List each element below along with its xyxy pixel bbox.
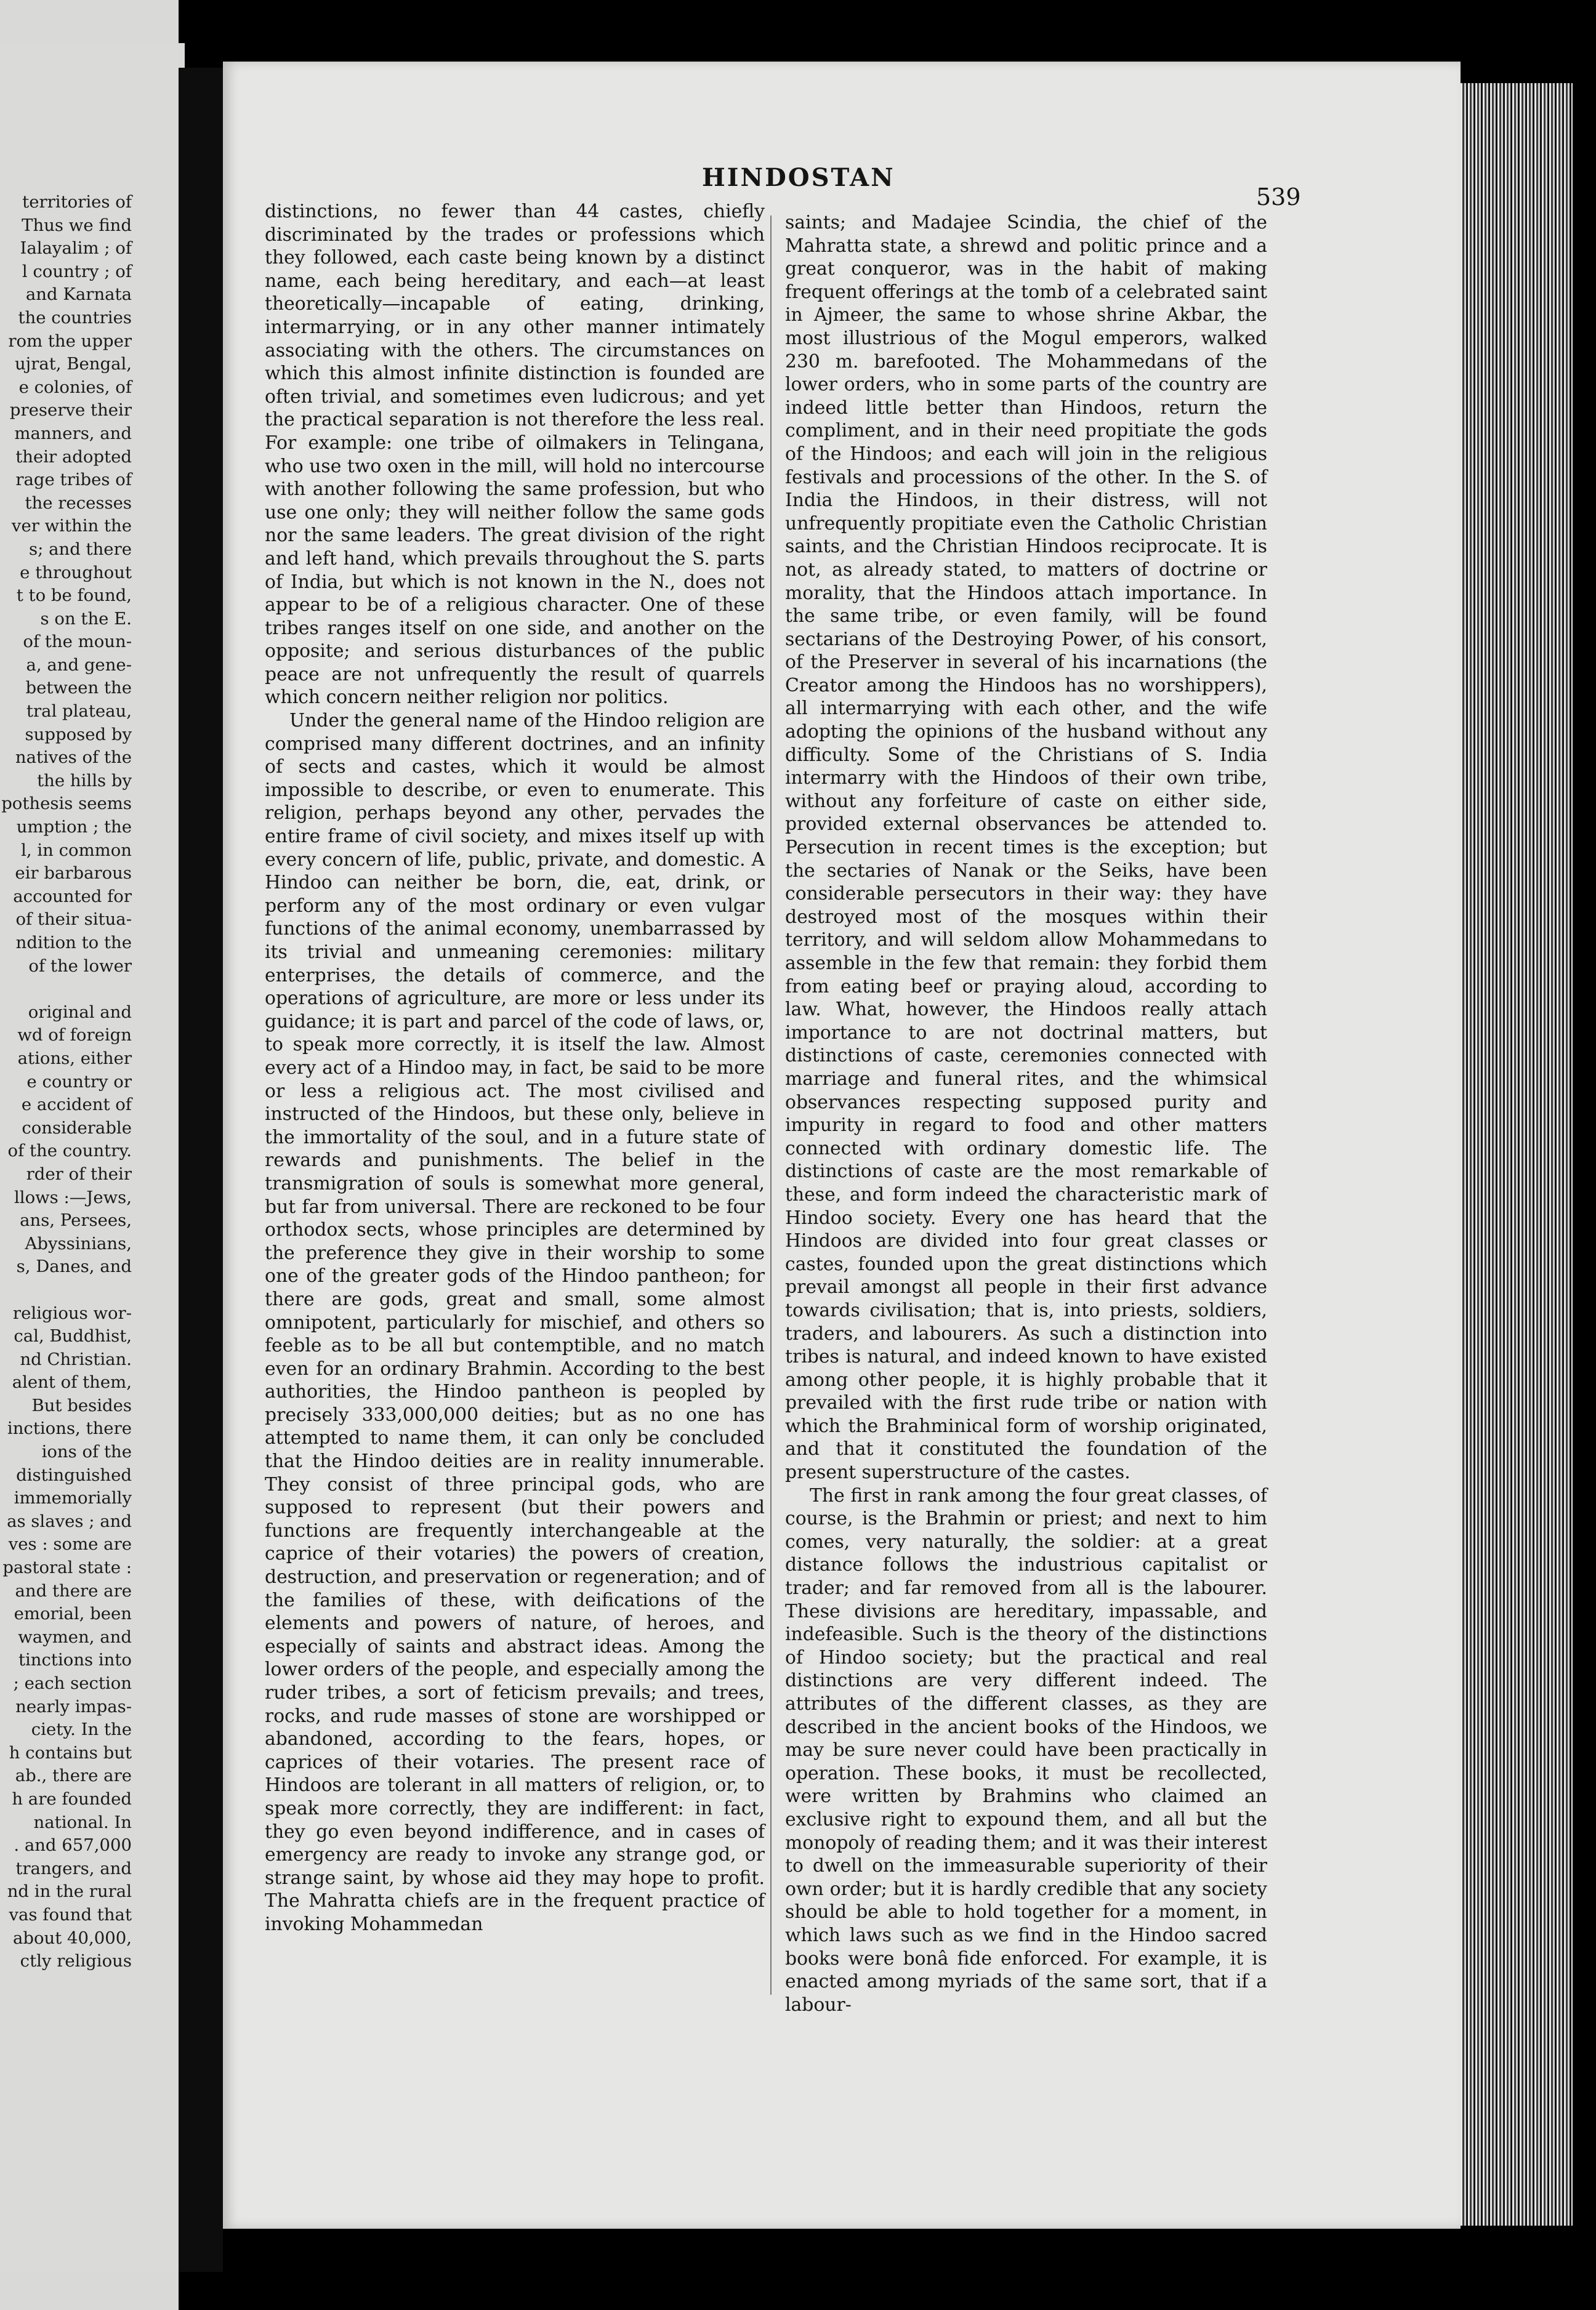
facing-page-line: ndition to the bbox=[15, 933, 132, 952]
column-divider bbox=[770, 215, 772, 1995]
facing-page-line: s on the E. bbox=[40, 608, 132, 629]
page-edges bbox=[1461, 83, 1573, 2226]
facing-page-line: religious wor- bbox=[12, 1303, 132, 1323]
facing-page-line: ions of the bbox=[41, 1442, 132, 1462]
facing-page-line: ciety. In the bbox=[31, 1720, 132, 1740]
paragraph: distinctions, no fewer than 44 castes, chiefly discriminated by the trades or professions which they followed, each caste being known by a distinct name, each being hereditary, and each—at least theoretically—incapable of eating, drinking, intermarrying, or in any other manner intimately associating with the others. The circumstances on which this almost infinite distinction is founded are often trivial, and sometimes even ludicrous; and yet the practical separation is not therefore the less real. For example: one tribe of oilmakers in Telingana, who use two oxen in the mill, will hold no intercourse with another following the same profession, but who use one only; they will neither follow the same gods nor the same leaders. The great division of the right and left hand, which prevails throughout the S. parts of India, but which is not known in the N., does not appear to be of a religious character. One of these tribes ranges itself on one side, and another on the opposite; and serious disturbances of the public peace are not unfrequently the result of quarrels which concern neither religion nor politics. bbox=[265, 201, 765, 709]
facing-page-line: nd Christian. bbox=[20, 1349, 132, 1369]
text-column-left bbox=[265, 200, 765, 1936]
facing-page-line: Thus we find bbox=[22, 215, 132, 235]
facing-page-line: vas found that bbox=[9, 1904, 132, 1925]
facing-page-line: eir barbarous bbox=[15, 863, 132, 883]
facing-page-line: of the country. bbox=[7, 1141, 132, 1161]
facing-page-line: rder of their bbox=[26, 1164, 132, 1184]
facing-page-line: l, in common bbox=[21, 840, 132, 860]
facing-page-line: umption ; the bbox=[16, 817, 132, 837]
facing-page-line: considerable bbox=[22, 1117, 132, 1138]
facing-page-line: ver within the bbox=[11, 516, 132, 536]
facing-page-line: national. In bbox=[33, 1812, 132, 1832]
facing-page-line: e throughout bbox=[20, 562, 132, 582]
facing-page-line: pastoral state : bbox=[2, 1558, 132, 1578]
facing-page-line: ans, Persees, bbox=[20, 1210, 132, 1231]
facing-page-line: and there are bbox=[15, 1580, 132, 1601]
paragraph: Under the general name of the Hindoo religion are comprised many different doctrines, and an infinity of sects and castes, which it would be almost impossible to describe, or even to enumerate. This religion, perhaps beyond any other, pervades the entire frame of civil society, and mixes itself up with every concern of life, public, private, and domestic. A Hindoo can neither be born, die, eat, drink, or perform any of the most ordinary or even vulgar functions of the animal economy, unembarrassed by its trivial and unmeaning ceremonies: military enterprises, the details of commerce, and the operations of agriculture, are more or less under its guidance; it is part and parcel of the code of laws, or, to speak more correctly, it is itself the law. Almost every act of a Hindoo may, in fact, be said to be more or less a religious act. The most civilised and instructed of the Hindoos, but these only, believe in the immortality of the soul, and in a future state of rewards and punishments. The belief in the transmigration of souls is somewhat more general, but far from universal. There are reckoned to be four orthodox sects, whose principles are determined by the preference they give in their worship to some one of the greater gods of the Hindoo pantheon; for there are gods, great and small, some almost omnipotent, particularly for mischief, and others so feeble as to be all but contemptible, and no match even for an ordinary Brahmin. According to the best authorities, the Hindoo pantheon is peopled by precisely 333,000,000 deities; but as no one has attempted to name them, it can only be concluded that the Hindoo deities are in reality innumerable. They consist of three principal gods, who are supposed to represent (but their powers and functions are frequently interchangeable at the caprice of their votaries) the powers of creation, destruction, and preservation or regeneration; and of the families of these, with deifications of the elements and powers of nature, of heroes, and especially of saints and abstract ideas. Among the lower orders of the people, and especially among the ruder tribes, a sort of feticism prevails; and trees, rocks, and rude masses of stone are worshipped or abandoned, according to the fears, hopes, or caprices of their votaries. The present race of Hindoos are tolerant in all matters of religion, or, to speak more correctly, they are indifferent: in fact, they go even beyond indifference, and in cases of emergency are ready to invoke any strange god, or strange saint, by whose aid they may hope to profit. The Mahratta chiefs are in the frequent practice of invoking Mohammedan bbox=[265, 710, 765, 1935]
facing-page-line: territories of bbox=[22, 192, 132, 212]
facing-page-line: original and bbox=[28, 1002, 132, 1022]
facing-page bbox=[0, 43, 185, 2272]
facing-page-line bbox=[0, 978, 132, 1001]
facing-page-line: waymen, and bbox=[18, 1627, 132, 1647]
facing-page-line: ; each section bbox=[13, 1673, 132, 1693]
facing-page-line: natives of the bbox=[15, 747, 132, 768]
facing-page-line: trangers, and bbox=[15, 1858, 132, 1878]
facing-page-line: the countries bbox=[18, 307, 132, 328]
facing-page-line: distinguished bbox=[16, 1465, 132, 1485]
facing-page-line: and Karnata bbox=[25, 284, 132, 305]
facing-page-line: supposed by bbox=[25, 724, 132, 744]
facing-page-line: ves : some are bbox=[8, 1534, 132, 1555]
text-column-right bbox=[785, 211, 1267, 2016]
facing-page-line: nd in the rural bbox=[7, 1881, 132, 1902]
book-gutter bbox=[179, 68, 223, 2272]
facing-page-line bbox=[0, 1279, 132, 1302]
facing-page-line: between the bbox=[25, 678, 132, 698]
facing-page-line: their adopted bbox=[15, 446, 132, 467]
facing-page-line: of their situa- bbox=[15, 909, 132, 930]
facing-page-line: immemorially bbox=[14, 1488, 132, 1508]
facing-page-line: pothesis seems bbox=[1, 794, 132, 814]
facing-page-line: rom the upper bbox=[8, 331, 132, 351]
facing-page-line: ab., there are bbox=[15, 1766, 132, 1786]
facing-page-line: emorial, been bbox=[14, 1604, 132, 1624]
facing-page-line: the hills by bbox=[37, 770, 132, 791]
facing-page-line: But besides bbox=[31, 1395, 132, 1415]
paragraph: The first in rank among the four great classes, of course, is the Brahmin or priest; and next to him comes, very naturally, the soldier: at a great distance follows the industrious capitalist or trader; and far removed from all is the labourer. These divisions are hereditary, impassable, and indefeasible. Such is the theory of the distinctions of Hindoo society; but the practical and real distinctions are very different indeed. The attributes of the different classes, as they are described in the ancient books of the Hindoos, we may be sure never could have been practically in operation. These books, it must be recollected, were written by Brahmins who claimed an exclusive right to expound them, and all but the monopoly of reading them; and it was their interest to dwell on the immeasurable superiority of their own order; but it is hardly credible that any society should be able to hold together for a moment, in which laws such as we find in the Hindoo sacred books were bonâ fide enforced. For example, it is enacted among myriads of the same sort, that if a labour- bbox=[785, 1484, 1267, 2016]
facing-page-line: ctly religious bbox=[20, 1951, 132, 1971]
facing-page-line: rage tribes of bbox=[15, 470, 132, 490]
facing-page-line: tinctions into bbox=[18, 1650, 132, 1670]
facing-page-line: e country or bbox=[26, 1071, 132, 1092]
facing-page-line: t to be found, bbox=[16, 586, 132, 606]
facing-page-line: accounted for bbox=[13, 886, 132, 906]
facing-page-line: e colonies, of bbox=[18, 377, 132, 397]
facing-page-line: preserve their bbox=[9, 400, 132, 421]
facing-page-line: nearly impas- bbox=[15, 1696, 132, 1716]
paragraph: saints; and Madajee Scindia, the chief of the Mahratta state, a shrewd and politic prince and a great conqueror, was in the habit of making frequent offerings at the tomb of a celebrated saint in Ajmeer, the same to whose shrine Akbar, the most illustrious of the Mogul emperors, walked 230 m. barefooted. The Mohammedans of the lower orders, who in some parts of the country are indeed little better than Hindoos, return the compliment, and in their need propitiate the gods of the Hindoos; and each will join in the religious festivals and processions of the other. In the S. of India the Hindoos, in their distress, will not unfrequently propitiate even the Catholic Christian saints, and the Christian Hindoos reciprocate. It is not, as already stated, to matters of doctrine or morality, that the Hindoos attach importance. In the same tribe, or even family, will be found sectarians of the Destroying Power, of his consort, of the Preserver in several of his incarnations (the Creator among the Hindoos has no worshippers), all intermarrying with each other, and the wife adopting the opinions of the husband without any difficulty. Some of the Christians of S. India intermarry with the Hindoos of their own tribe, without any forfeiture of caste on either side, provided external observances be attended to. Persecution in recent times is the exception; but the sectaries of Nanak or the Seiks, have been considerable persecutors in their way: they have destroyed most of the mosques within their territory, and will seldom allow Mohammedans to assemble in the few that remain: they forbid them from eating beef or praying aloud, according to law. What, however, the Hindoos really attach importance to are not doctrinal matters, but distinctions of caste, ceremonies connected with marriage and funeral rites, and the whimsical observances respecting supposed purity and impurity in regard to food and other matters connected with ordinary domestic life. The distinctions of caste are the most remarkable of these, and form indeed the characteristic mark of Hindoo society. Every one has heard that the Hindoos are divided into four great classes or castes, founded upon the great distinctions which prevail amongst all people in their first advance towards civilisation; that is, into priests, soldiers, traders, and labourers. As such a distinction into tribes is natural, and indeed known to have existed among other people, it is highly probable that it prevailed with the first rude tribe or nation with which the Brahminical form of worship originated, and that it constituted the foundation of the present superstructure of the castes. bbox=[785, 212, 1267, 1484]
facing-page-line: l country ; of bbox=[22, 261, 132, 281]
facing-page-line: h are founded bbox=[12, 1789, 132, 1809]
facing-page-line: s; and there bbox=[28, 539, 132, 559]
facing-page-line: . and 657,000 bbox=[14, 1835, 132, 1856]
facing-page-line: a, and gene- bbox=[26, 654, 132, 675]
facing-page-line: as slaves ; and bbox=[7, 1511, 132, 1531]
facing-page-line: of the lower bbox=[28, 956, 132, 976]
facing-page-line: inctions, there bbox=[7, 1419, 132, 1439]
facing-page-line: ations, either bbox=[17, 1048, 132, 1068]
facing-page-line: Ialayalim ; of bbox=[20, 238, 132, 259]
facing-page-line: the recesses bbox=[25, 493, 132, 513]
facing-page-line: s, Danes, and bbox=[16, 1257, 132, 1277]
facing-page-line: ujrat, Bengal, bbox=[14, 354, 132, 374]
facing-page-line: manners, and bbox=[14, 423, 132, 443]
facing-page-line: wd of foreign bbox=[17, 1025, 132, 1045]
running-title: HINDOSTAN bbox=[702, 163, 895, 192]
facing-page-line: cal, Buddhist, bbox=[14, 1326, 132, 1346]
facing-page-line: llows :—Jews, bbox=[14, 1187, 132, 1207]
facing-page-line: about 40,000, bbox=[12, 1928, 132, 1948]
facing-page-line: Abyssinians, bbox=[25, 1233, 132, 1254]
facing-page-line: alent of them, bbox=[12, 1372, 132, 1393]
page-number: 539 bbox=[1256, 183, 1301, 211]
facing-page-line: of the moun- bbox=[23, 632, 132, 652]
facing-page-line: e accident of bbox=[21, 1095, 132, 1115]
facing-page-line: tral plateau, bbox=[26, 701, 132, 722]
facing-page-line: h contains but bbox=[9, 1742, 132, 1763]
facing-page-text bbox=[0, 191, 132, 1973]
